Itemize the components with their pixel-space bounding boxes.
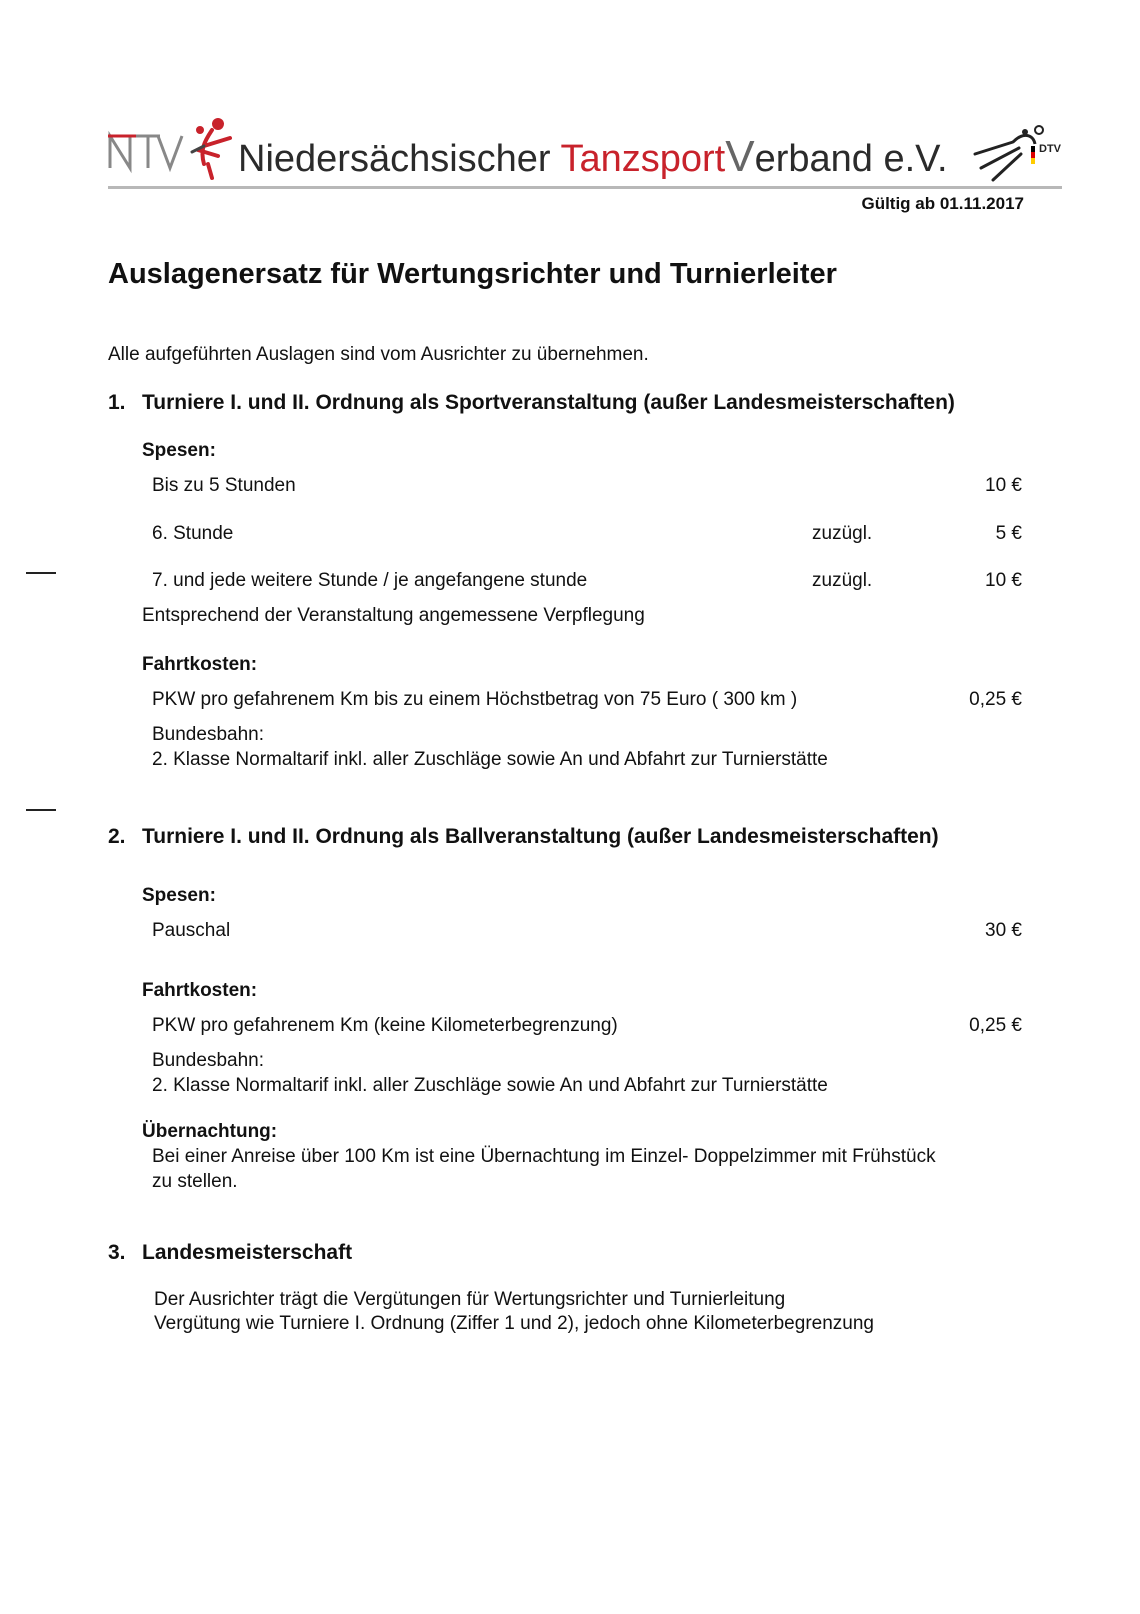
brand-wordmark-v: V: [725, 132, 755, 181]
section2-pauschal-value: 30 €: [985, 920, 1022, 941]
section2-pkw-label: PKW pro gefahrenem Km (keine Kilometerbegrenzung): [152, 1015, 618, 1036]
section2-uebernachtung-label: Übernachtung:: [142, 1121, 278, 1142]
section2-fahrt-label: Fahrtkosten:: [142, 980, 258, 1001]
section1-bahn-label: Bundesbahn:: [152, 724, 264, 745]
section3-line1: Der Ausrichter trägt die Vergütungen für Wertungsrichter und Turnierleitung: [154, 1289, 786, 1310]
section2-spesen-label: Spesen:: [142, 885, 216, 906]
dtv-label: DTV: [1039, 143, 1061, 155]
section1-fahrt-label: Fahrtkosten:: [142, 654, 258, 675]
section1-spesen-label: Spesen:: [142, 440, 216, 461]
section2-heading: Turniere I. und II. Ordnung als Ballveranstaltung (außer Landesmeisterschaften): [142, 825, 939, 848]
section1-row-note: zuzügl.: [812, 523, 873, 544]
section1-number: 1.: [108, 391, 126, 414]
brand-wordmark-right: erband e.V.: [754, 138, 948, 180]
section2-uebernachtung-line1: Bei einer Anreise über 100 Km ist eine Übernachtung im Einzel- Doppelzimmer mit Frühstück: [152, 1146, 936, 1167]
section2-number: 2.: [108, 825, 126, 848]
header-rule: [108, 186, 1062, 189]
dtv-logo: [973, 124, 1065, 182]
intro-text: Alle aufgeführten Auslagen sind vom Ausrichter zu übernehmen.: [108, 344, 649, 365]
section1-row-note: zuzügl.: [812, 570, 873, 591]
section3-heading: Landesmeisterschaft: [142, 1241, 353, 1264]
punch-mark: [26, 809, 56, 811]
section2-pauschal-label: Pauschal: [152, 920, 231, 941]
section1-pkw-value: 0,25 €: [969, 689, 1022, 710]
section1-pkw-label: PKW pro gefahrenem Km bis zu einem Höchstbetrag von 75 Euro ( 300 km ): [152, 689, 798, 710]
section1-row-value: 10 €: [985, 570, 1022, 591]
section1-row-value: 5 €: [995, 523, 1022, 544]
section1-row-label: 7. und jede weitere Stunde / je angefangene stunde: [152, 570, 588, 591]
brand-wordmark: [238, 132, 948, 182]
section2-bahn-text: 2. Klasse Normaltarif inkl. aller Zuschläge sowie An und Abfahrt zur Turnierstätte: [152, 1075, 828, 1096]
brand-wordmark-red: Tanzsport: [560, 138, 726, 180]
section1-heading: Turniere I. und II. Ordnung als Sportveranstaltung (außer Landesmeisterschaften): [142, 391, 955, 414]
section2-pkw-value: 0,25 €: [969, 1015, 1022, 1036]
section1-row-label: 6. Stunde: [152, 523, 234, 544]
page-title: Auslagenersatz für Wertungsrichter und Turnierleiter: [108, 258, 837, 290]
section2-bahn-label: Bundesbahn:: [152, 1050, 264, 1071]
section1-bahn-text: 2. Klasse Normaltarif inkl. aller Zuschläge sowie An und Abfahrt zur Turnierstätte: [152, 749, 828, 770]
ntv-logo: [108, 116, 243, 182]
fold-mark: [26, 572, 56, 574]
section3-line2: Vergütung wie Turniere I. Ordnung (Ziffer 1 und 2), jedoch ohne Kilometerbegrenzung: [154, 1313, 874, 1334]
section3-number: 3.: [108, 1241, 126, 1264]
section1-row-label: Bis zu 5 Stunden: [152, 475, 296, 496]
section2-uebernachtung-line2: zu stellen.: [152, 1171, 238, 1192]
brand-wordmark-left: Niedersächsischer: [238, 138, 561, 180]
valid-from: Gültig ab 01.11.2017: [861, 194, 1024, 213]
section1-row-value: 10 €: [985, 475, 1022, 496]
section1-catering: Entsprechend der Veranstaltung angemessene Verpflegung: [142, 605, 645, 626]
